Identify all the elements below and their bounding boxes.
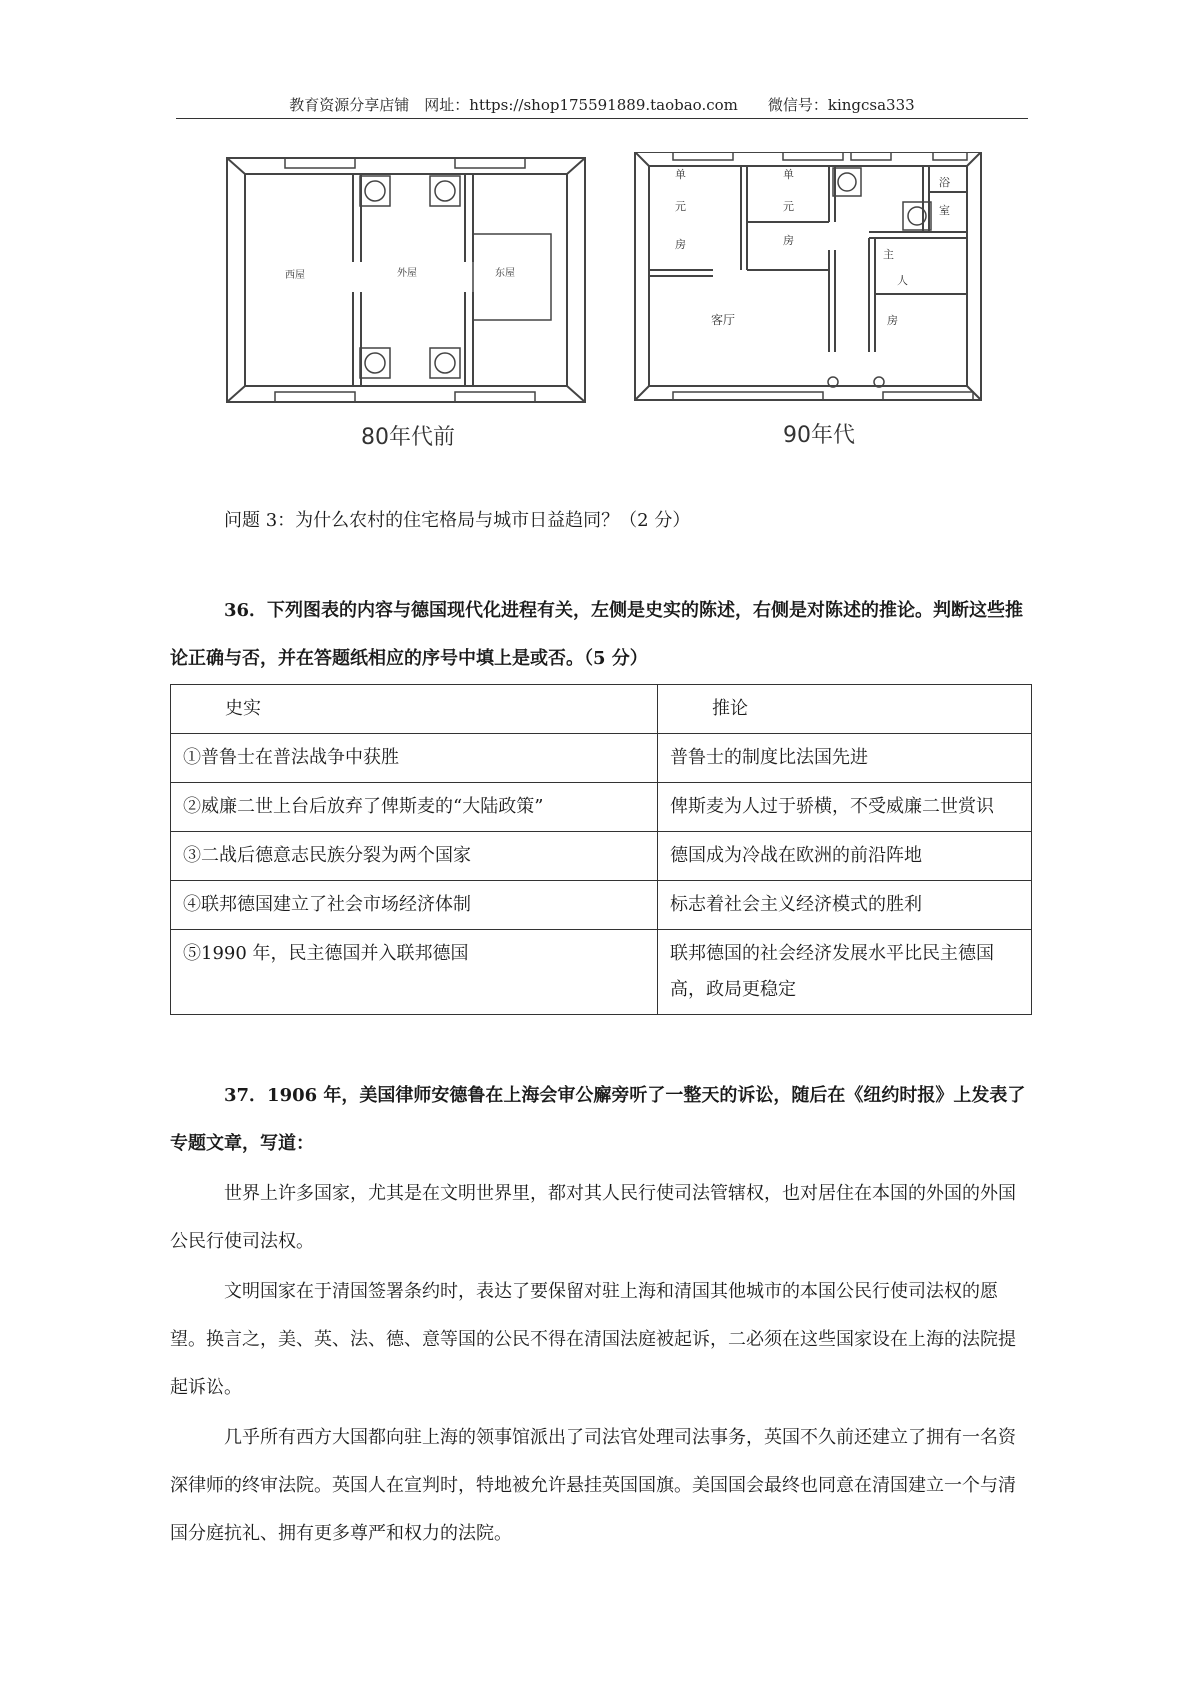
question-37-stem: 37．1906 年，美国律师安德鲁在上海会审公廨旁听了一整天的诉讼，随后在《纽约时报》上发表了专题文章，写道： — [170, 1085, 1026, 1154]
room-west-label: 西屋 — [285, 270, 305, 281]
living-room-label: 客厅 — [711, 313, 736, 327]
master-room-char2: 人 — [897, 274, 908, 287]
table-row — [171, 832, 1032, 881]
quote-paragraph-1: 世界上许多国家，尤其是在文明世界里，都对其人民行使司法管辖权，也对居住在本国的外国的外国公民行使司法权。 — [170, 1183, 1016, 1252]
fact-cell: ③二战后德意志民族分裂为两个国家 — [171, 832, 658, 881]
unit-room-1-char2: 元 — [675, 200, 686, 213]
inference-cell: 联邦德国的社会经济发展水平比民主德国高，政局更稳定 — [658, 930, 1032, 1015]
page-header: 教育资源分享店铺 网址：https://shop175591889.taobao.com 微信号：kingcsa333 — [289, 96, 915, 114]
fact-cell: ②威廉二世上台后放弃了俾斯麦的“大陆政策” — [171, 783, 658, 832]
table-row — [171, 881, 1032, 930]
master-room-char1: 主 — [883, 248, 894, 261]
quote-paragraph-3: 几乎所有西方大国都向驻上海的领事馆派出了司法官处理司法事务，英国不久前还建立了拥有一名资深律师的终审法院。英国人在宣判时，特地被允许悬挂英国国旗。美国国会最终也同意在清国建立一个与清国分庭抗礼、拥有更多尊严和权力的法院。 — [170, 1427, 1016, 1544]
unit-room-2-char1: 单 — [783, 168, 794, 181]
floor-plans-figure — [225, 152, 1070, 492]
question-36-stem: 36．下列图表的内容与德国现代化进程有关，左侧是史实的陈述，右侧是对陈述的推论。判断这些推论正确与否，并在答题纸相应的序号中填上是或否。（5 分） — [170, 600, 1024, 669]
unit-room-1-char3: 房 — [675, 238, 686, 251]
inference-cell: 德国成为冷战在欧洲的前沿阵地 — [658, 832, 1032, 881]
facts-table — [170, 684, 1032, 1015]
unit-room-2-char3: 房 — [783, 234, 794, 247]
quote-paragraph-2: 文明国家在于清国签署条约时，表达了要保留对驻上海和清国其他城市的本国公民行使司法权的愿望。换言之，美、英、法、德、意等国的公民不得在清国法庭被起诉，二必须在这些国家设在上海的法院提起诉讼。 — [170, 1281, 1016, 1398]
master-room-char3: 房 — [887, 314, 898, 327]
table-header-inference: 推论 — [658, 685, 1032, 734]
plan-before-caption: 80年代前 — [361, 425, 455, 450]
fact-cell: ①普鲁士在普法战争中获胜 — [171, 734, 658, 783]
table-header-facts: 史实 — [171, 685, 658, 734]
room-east-label: 东屋 — [495, 268, 515, 279]
table-row — [171, 783, 1032, 832]
header-rule — [176, 118, 1028, 119]
bathroom-char1: 浴 — [939, 176, 950, 189]
table-row — [171, 930, 1032, 1015]
plan-1990s-caption: 90年代 — [783, 423, 855, 448]
unit-room-1-char1: 单 — [675, 168, 686, 181]
bathroom-char2: 室 — [939, 204, 950, 217]
fact-cell: ⑤1990 年，民主德国并入联邦德国 — [171, 930, 658, 1015]
inference-cell: 普鲁士的制度比法国先进 — [658, 734, 1032, 783]
room-middle-label: 外屋 — [397, 268, 417, 279]
inference-cell: 俾斯麦为人过于骄横，不受威廉二世赏识 — [658, 783, 1032, 832]
inference-cell: 标志着社会主义经济模式的胜利 — [658, 881, 1032, 930]
plan-before-1980s — [227, 158, 585, 450]
fact-cell: ④联邦德国建立了社会市场经济体制 — [171, 881, 658, 930]
question-3: 问题 3：为什么农村的住宅格局与城市日益趋同？（2 分） — [224, 510, 691, 531]
table-row — [171, 734, 1032, 783]
plan-1990s — [635, 152, 981, 448]
table-header-row — [171, 685, 1032, 734]
unit-room-2-char2: 元 — [783, 200, 794, 213]
